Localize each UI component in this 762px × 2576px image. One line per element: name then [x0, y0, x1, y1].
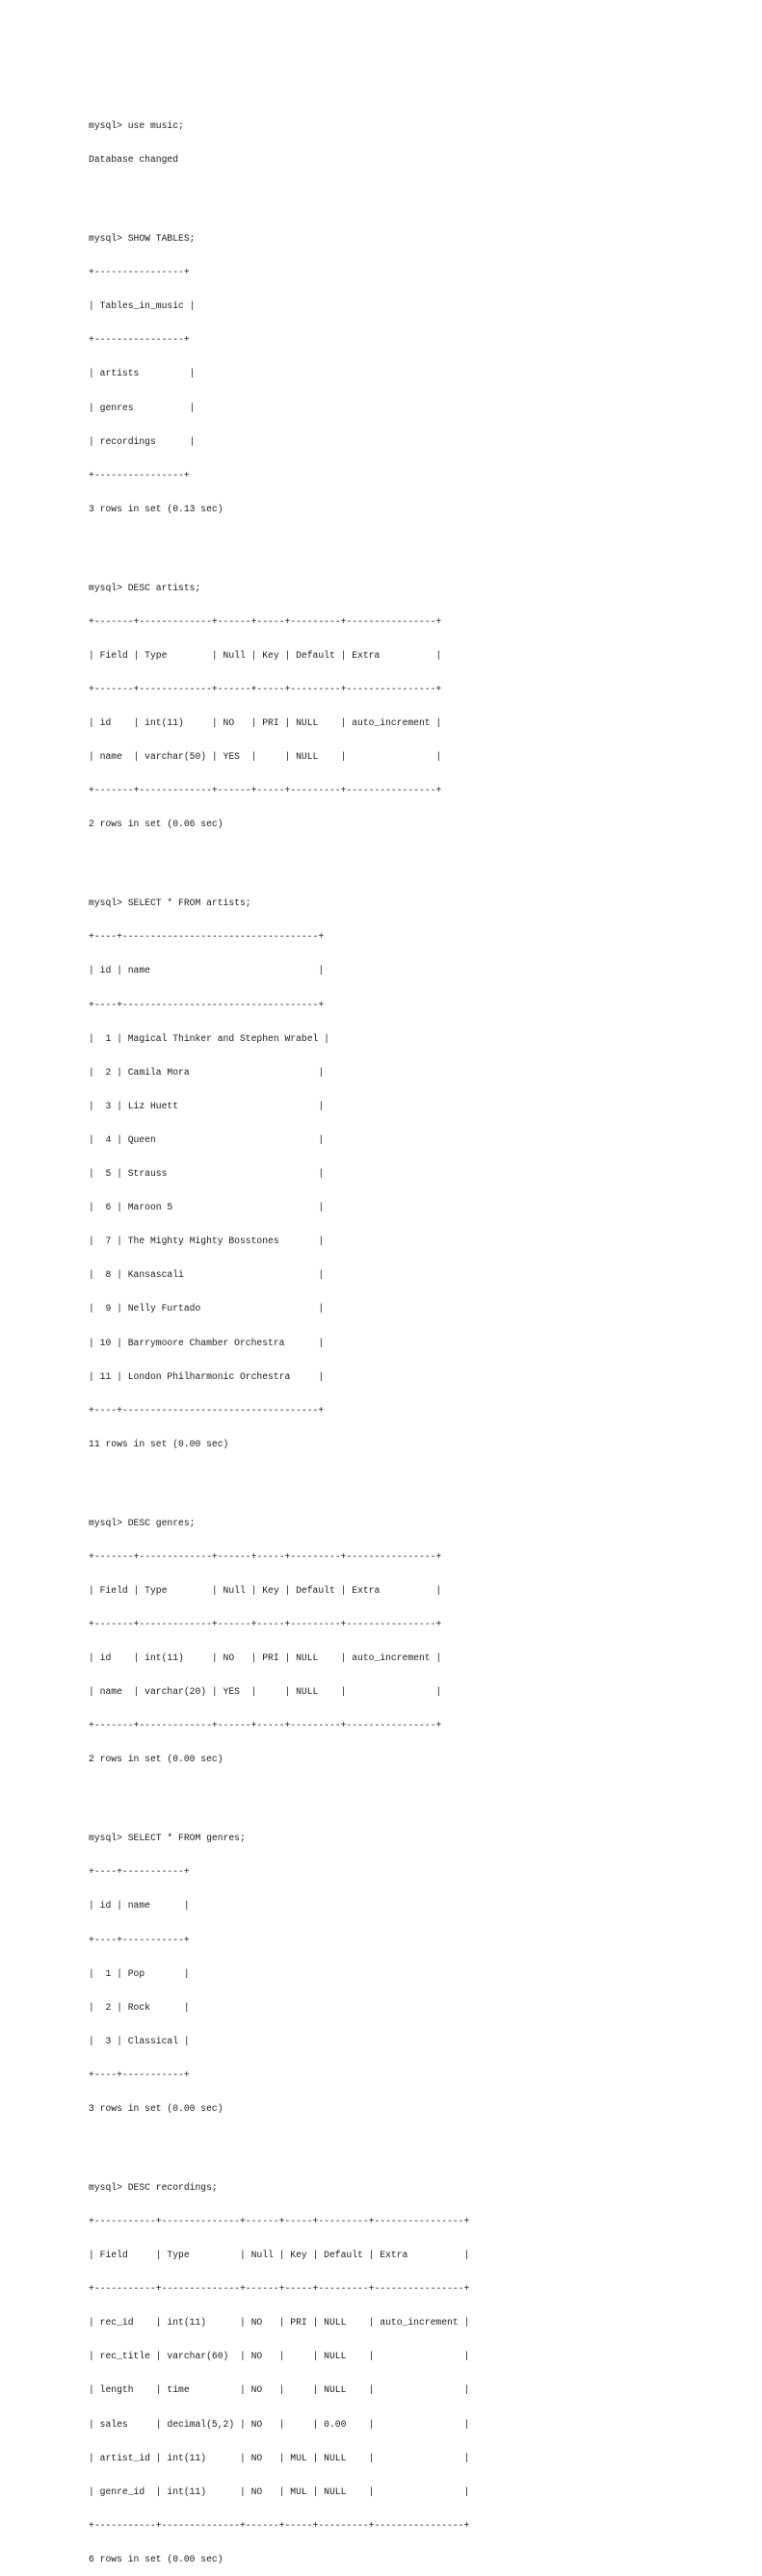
table-row: | artists | [89, 368, 196, 379]
table-border: +----------------+ [89, 267, 190, 278]
table-row: | length | time | NO | | NULL | | [89, 2384, 470, 2396]
table-border: +----+-----------------------------------+ [89, 1404, 325, 1416]
status-database-changed: Database changed [89, 154, 179, 166]
table-row: | id | int(11) | NO | PRI | NULL | auto_increment | [89, 717, 442, 729]
table-row: | 1 | Magical Thinker and Stephen Wrabel | [89, 1032, 329, 1044]
table-header-row: | Field | Type | Null | Key | Default | Extra | [89, 649, 442, 661]
table-border: +-------+-------------+------+-----+---------+----------------+ [89, 1550, 442, 1562]
blank-line [89, 2137, 469, 2148]
command-show-tables: mysql> SHOW TABLES; [89, 233, 196, 245]
table-border: +-----------+--------------+------+-----+---------+----------------+ [89, 2215, 470, 2226]
table-border: +----------------+ [89, 469, 190, 481]
blank-line [89, 537, 469, 549]
blank-line [89, 188, 469, 199]
table-border: +-------+-------------+------+-----+---------+----------------+ [89, 684, 442, 695]
table-row: | 4 | Queen | [89, 1133, 325, 1145]
table-row: | 11 | London Philharmonic Orchestra | [89, 1370, 325, 1382]
table-border: +-------+-------------+------+-----+---------+----------------+ [89, 1720, 442, 1731]
table-row: | 3 | Classical | [89, 2035, 190, 2046]
table-border: +----+-----------+ [89, 1934, 190, 1945]
table-row: | rec_id | int(11) | NO | PRI | NULL | auto_increment | [89, 2317, 470, 2329]
table-border: +----+-----------------------------------+ [89, 999, 325, 1010]
table-row: | name | varchar(20) | YES | | NULL | | [89, 1686, 442, 1698]
table-row: | id | int(11) | NO | PRI | NULL | auto_increment | [89, 1652, 442, 1664]
table-row: | 1 | Pop | [89, 1967, 190, 1979]
table-border: +-----------+--------------+------+-----+---------+----------------+ [89, 2519, 470, 2531]
command-select-artists: mysql> SELECT * FROM artists; [89, 898, 251, 909]
table-row: | rec_title | varchar(60) | NO | | NULL | | [89, 2351, 470, 2362]
table-row: | 2 | Rock | [89, 2001, 190, 2013]
result-summary: 6 rows in set (0.00 sec) [89, 2553, 223, 2564]
result-summary: 2 rows in set (0.06 sec) [89, 819, 223, 830]
table-header-row: | id | name | [89, 965, 325, 976]
table-row: | 10 | Barrymoore Chamber Orchestra | [89, 1337, 325, 1348]
command-desc-recordings: mysql> DESC recordings; [89, 2181, 218, 2193]
table-row: | name | varchar(50) | YES | | NULL | | [89, 751, 442, 763]
table-header-row: | Field | Type | Null | Key | Default | Extra | [89, 2250, 470, 2261]
table-row: | 2 | Camila Mora | [89, 1066, 325, 1078]
result-summary: 2 rows in set (0.00 sec) [89, 1754, 223, 1765]
blank-line [89, 1787, 469, 1799]
table-row: | 3 | Liz Huett | [89, 1100, 325, 1111]
blank-line [89, 852, 469, 864]
command-use-music: mysql> use music; [89, 120, 184, 132]
table-border: +-------+-------------+------+-----+---------+----------------+ [89, 785, 442, 796]
result-summary: 3 rows in set (0.00 sec) [89, 2102, 223, 2114]
blank-line [89, 1472, 469, 1484]
table-row: | 6 | Maroon 5 | [89, 1202, 325, 1213]
table-row: | 7 | The Mighty Mighty Bosstones | [89, 1236, 325, 1247]
table-row: | 8 | Kansascali | [89, 1269, 325, 1281]
table-row: | 9 | Nelly Furtado | [89, 1303, 325, 1314]
table-row: | sales | decimal(5,2) | NO | | 0.00 | | [89, 2418, 470, 2430]
table-border: +----+-----------+ [89, 2069, 190, 2080]
table-border: +----+-----------+ [89, 1866, 190, 1878]
table-row: | genre_id | int(11) | NO | MUL | NULL | | [89, 2485, 470, 2497]
command-desc-genres: mysql> DESC genres; [89, 1517, 196, 1528]
table-header-row: | Field | Type | Null | Key | Default | Extra | [89, 1584, 442, 1596]
result-summary: 11 rows in set (0.00 sec) [89, 1438, 229, 1449]
table-border: +----------------+ [89, 334, 190, 346]
result-summary: 3 rows in set (0.13 sec) [89, 503, 223, 514]
table-header-row: | Tables_in_music | [89, 300, 196, 312]
table-row: | 5 | Strauss | [89, 1168, 325, 1180]
table-border: +-------+-------------+------+-----+---------+----------------+ [89, 615, 442, 627]
table-header-row: | id | name | [89, 1900, 190, 1912]
command-select-genres: mysql> SELECT * FROM genres; [89, 1833, 246, 1844]
table-border: +-------+-------------+------+-----+---------+----------------+ [89, 1618, 442, 1629]
table-row: | genres | [89, 402, 196, 413]
table-row: | recordings | [89, 435, 196, 447]
table-border: +----+-----------------------------------+ [89, 931, 325, 943]
table-border: +-----------+--------------+------+-----+---------+----------------+ [89, 2283, 470, 2295]
table-row: | artist_id | int(11) | NO | MUL | NULL | | [89, 2452, 470, 2463]
command-desc-artists: mysql> DESC artists; [89, 582, 201, 593]
mysql-session-transcript [89, 87, 469, 2576]
